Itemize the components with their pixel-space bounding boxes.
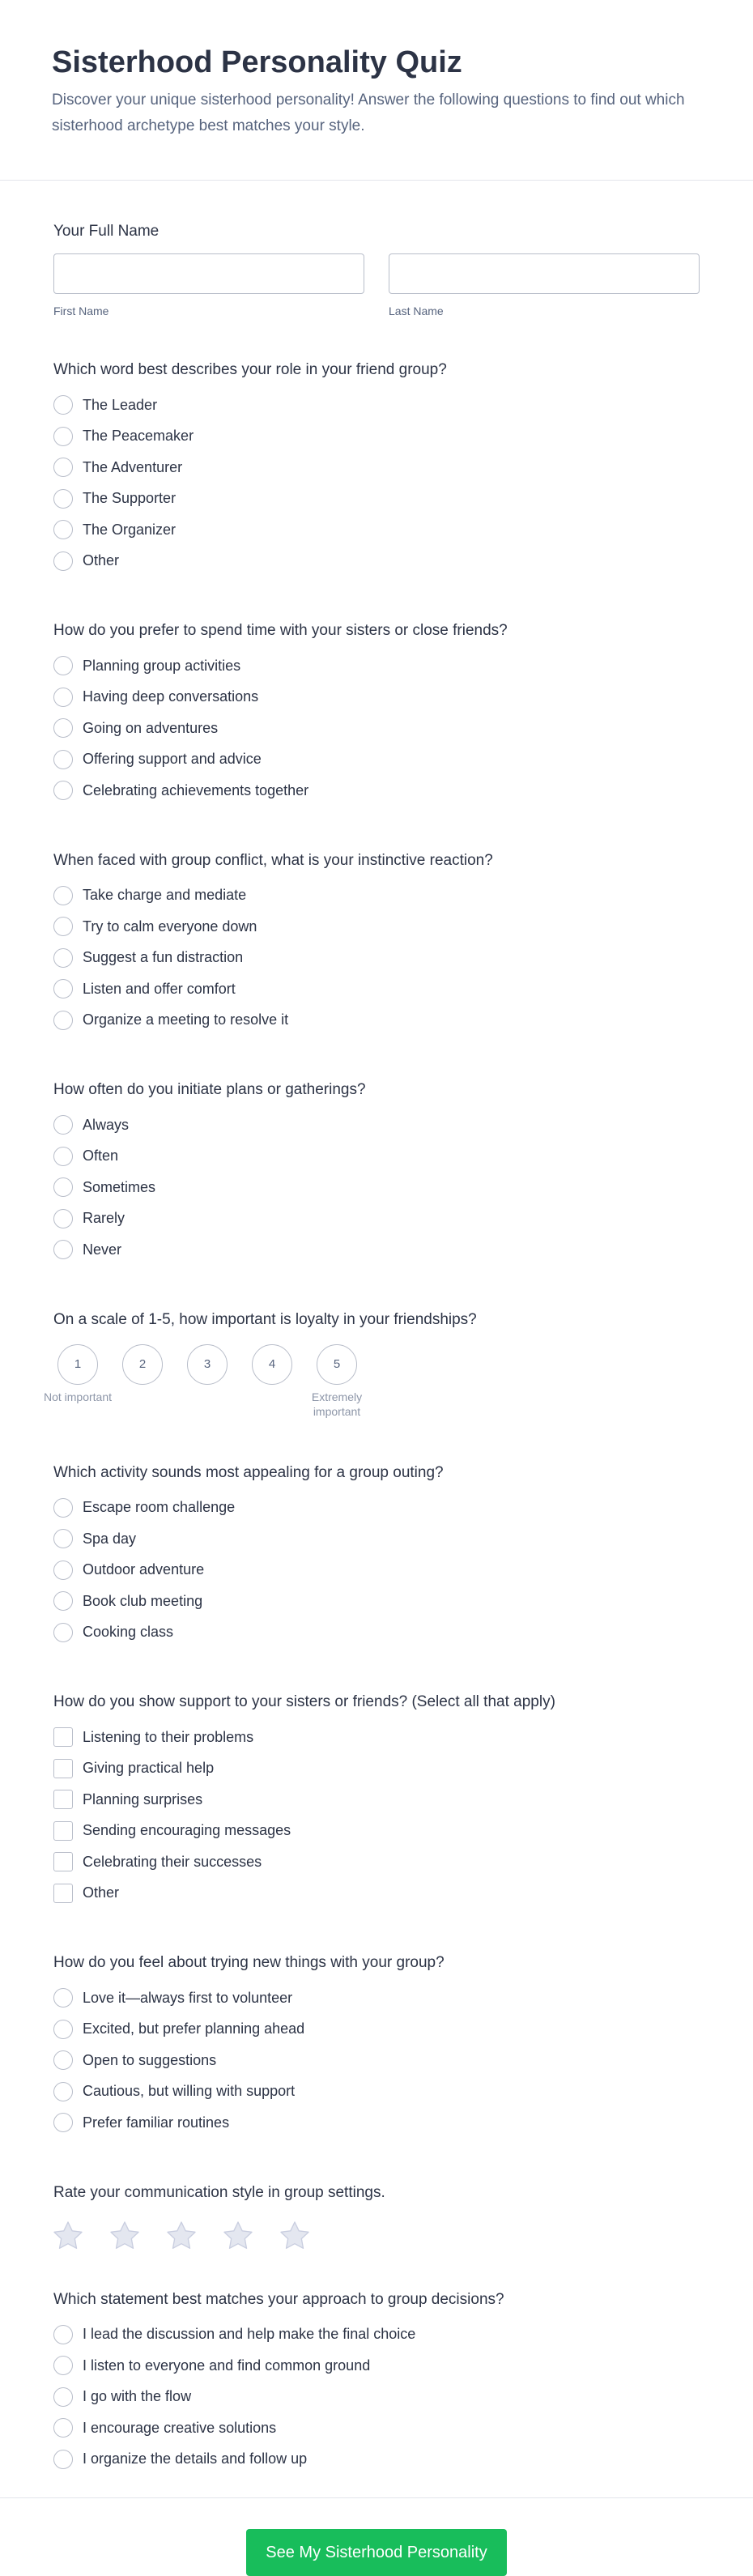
radio-button[interactable] [53,1988,73,2008]
radio-option[interactable] [53,2107,700,2139]
question-show-support [53,1692,700,1909]
options-list [53,880,700,1037]
radio-button[interactable] [53,1240,73,1259]
form-footer [0,2497,753,2576]
radio-button[interactable] [53,2020,73,2039]
question-new-things [53,1952,700,2139]
options-list [53,1722,700,1909]
radio-option[interactable] [53,744,700,776]
radio-button[interactable] [53,2387,73,2407]
radio-option[interactable] [53,2319,700,2351]
radio-option[interactable] [53,1492,700,1524]
radio-button[interactable] [53,886,73,905]
checkbox-option[interactable] [53,1784,700,1816]
option-label: Other [83,1884,120,1901]
option-label: Spa day [83,1530,137,1547]
option-label: Love it—always first to volunteer [83,1989,293,2006]
radio-option[interactable] [53,1141,700,1173]
checkbox[interactable] [53,1884,73,1903]
radio-option[interactable] [53,483,700,515]
star-icon[interactable] [52,2220,84,2252]
radio-option[interactable] [53,1617,700,1649]
radio-option[interactable] [53,1234,700,1266]
radio-button[interactable] [53,458,73,477]
question-group-decisions [53,2289,700,2476]
page-title: Sisterhood Personality Quiz [52,45,462,79]
option-label: Offering support and advice [83,751,262,768]
question-group-outing [53,1463,700,1649]
option-label: Celebrating their successes [83,1853,262,1870]
radio-button[interactable] [53,1529,73,1548]
option-label: Planning group activities [83,657,241,674]
checkbox-option[interactable] [53,1816,700,1847]
radio-option[interactable] [53,880,700,912]
full-name-label: Your Full Name [53,223,160,240]
question-title: Rate your communication style in group settings. [53,2183,385,2201]
radio-option[interactable] [53,1555,700,1586]
question-initiate-plans [53,1079,700,1266]
radio-option[interactable] [53,2382,700,2413]
radio-button[interactable] [53,718,73,738]
scale-option-4[interactable]: 4 [252,1344,292,1385]
option-label: Planning surprises [83,1790,203,1807]
radio-option[interactable] [53,1109,700,1141]
radio-option[interactable] [53,943,700,974]
options-list [53,1492,700,1649]
radio-button[interactable] [53,781,73,800]
radio-button[interactable] [53,1209,73,1228]
radio-option[interactable] [53,390,700,421]
option-label: I encourage creative solutions [83,2419,277,2436]
question-loyalty-scale [43,1309,700,1419]
checkbox[interactable] [53,1852,73,1871]
checkbox-option[interactable] [53,1878,700,1910]
radio-button[interactable] [53,489,73,509]
option-label: Listen and offer comfort [83,980,236,997]
option-label: I go with the flow [83,2388,192,2405]
radio-option[interactable] [53,911,700,943]
radio-option[interactable] [53,514,700,546]
option-label: Cooking class [83,1624,174,1641]
radio-option[interactable] [53,2350,700,2382]
scale-item-2 [110,1344,175,1419]
radio-button[interactable] [53,2450,73,2469]
radio-option[interactable] [53,682,700,713]
option-label: I listen to everyone and find common ground [83,2357,371,2374]
name-inputs-row [53,253,700,317]
scale-option-5[interactable]: 5 [317,1344,357,1385]
option-label: Often [83,1147,119,1165]
question-title: How often do you initiate plans or gatherings? [53,1081,366,1098]
radio-button[interactable] [53,2082,73,2101]
radio-button[interactable] [53,688,73,707]
radio-button[interactable] [53,1115,73,1135]
options-list [53,650,700,807]
option-label: The Peacemaker [83,428,194,445]
scale-item-1 [43,1344,113,1419]
radio-option[interactable] [53,650,700,682]
radio-button[interactable] [53,2356,73,2375]
radio-button[interactable] [53,917,73,936]
first-name-sublabel: First Name [53,304,109,317]
option-label: Sometimes [83,1178,156,1195]
scale-high-label: Extremely important [311,1390,363,1418]
question-title: Which activity sounds most appealing for a group outing? [53,1463,444,1481]
option-label: I lead the discussion and help make the final choice [83,2326,416,2343]
radio-option[interactable] [53,1172,700,1203]
radio-button[interactable] [53,1147,73,1166]
option-label: Sending encouraging messages [83,1822,291,1839]
quiz-form [0,181,753,2475]
radio-option[interactable] [53,2076,700,2108]
option-label: Cautious, but willing with support [83,2083,296,2100]
question-title: Which statement best matches your approach to group decisions? [53,2290,504,2308]
option-label: Celebrating achievements together [83,781,309,798]
scale-item-5 [304,1344,369,1419]
radio-option[interactable] [53,973,700,1005]
option-label: Rarely [83,1210,126,1227]
radio-option[interactable] [53,2045,700,2076]
checkbox-option[interactable] [53,1753,700,1785]
star-icon[interactable] [222,2220,254,2252]
checkbox-option[interactable] [53,1722,700,1753]
question-title: Which word best describes your role in your friend group? [53,361,447,378]
star-icon[interactable] [279,2220,311,2252]
option-label: Always [83,1116,130,1133]
radio-button[interactable] [53,1498,73,1518]
submit-button[interactable]: See My Sisterhood Personality [246,2529,507,2576]
options-list [53,2319,700,2476]
question-title: How do you feel about trying new things with your group? [53,1954,445,1971]
star-icon[interactable] [165,2220,198,2252]
options-list [53,390,700,577]
option-label: Try to calm everyone down [83,918,257,935]
radio-button[interactable] [53,2113,73,2132]
radio-option[interactable] [53,546,700,577]
option-label: Never [83,1241,122,1258]
scale-rating [45,1344,700,1419]
radio-button[interactable] [53,2325,73,2344]
options-list [53,1109,700,1266]
radio-button[interactable] [53,656,73,675]
radio-option[interactable] [53,2412,700,2444]
radio-button[interactable] [53,1561,73,1580]
option-label: The Organizer [83,521,177,538]
option-label: Take charge and mediate [83,887,247,904]
question-conflict [53,850,700,1037]
radio-button[interactable] [53,750,73,769]
scale-option-3[interactable]: 3 [187,1344,228,1385]
radio-option[interactable] [53,1203,700,1235]
radio-button[interactable] [53,2050,73,2070]
option-label: Open to suggestions [83,2051,217,2068]
scale-low-label: Not important [43,1390,113,1403]
radio-option[interactable] [53,452,700,483]
radio-button[interactable] [53,520,73,539]
option-label: Giving practical help [83,1760,215,1777]
radio-button[interactable] [53,979,73,998]
radio-option[interactable] [53,2014,700,2046]
option-label: Prefer familiar routines [83,2114,230,2131]
question-communication-rating [53,2182,700,2252]
option-label: Having deep conversations [83,688,259,705]
scale-item-3 [175,1344,240,1419]
checkbox[interactable] [53,1790,73,1809]
scale-option-2[interactable]: 2 [122,1344,163,1385]
option-label: Excited, but prefer planning ahead [83,2020,305,2037]
last-name-sublabel: Last Name [389,304,444,317]
question-title: How do you show support to your sisters or friends? (Select all that apply) [53,1693,555,1710]
option-label: Suggest a fun distraction [83,949,244,966]
checkbox-option[interactable] [53,1846,700,1878]
last-name-column [389,253,700,317]
option-label: Book club meeting [83,1592,203,1609]
radio-button[interactable] [53,1623,73,1642]
question-role [53,360,700,577]
radio-button[interactable] [53,2418,73,2438]
scale-option-1[interactable]: 1 [57,1344,98,1385]
option-label: The Leader [83,396,158,413]
radio-option[interactable] [53,775,700,807]
radio-option[interactable] [53,1586,700,1617]
option-label: Listening to their problems [83,1728,254,1745]
checkbox[interactable] [53,1821,73,1841]
radio-option[interactable] [53,1005,700,1037]
option-label: Outdoor adventure [83,1561,205,1578]
radio-button[interactable] [53,1011,73,1030]
full-name-field [53,221,700,317]
radio-option[interactable] [53,2444,700,2476]
option-label: I organize the details and follow up [83,2450,308,2467]
option-label: Organize a meeting to resolve it [83,1011,289,1028]
radio-button[interactable] [53,427,73,446]
radio-button[interactable] [53,1591,73,1611]
page-description: Discover your unique sisterhood personality! Answer the following questions to find out which sisterhood archetype best matches your style. [52,92,685,134]
checkbox[interactable] [53,1727,73,1747]
radio-button[interactable] [53,948,73,968]
option-label: Escape room challenge [83,1499,236,1516]
radio-option[interactable] [53,1982,700,2014]
first-name-column [53,253,364,317]
first-name-input[interactable] [53,253,364,294]
radio-option[interactable] [53,713,700,744]
option-label: The Adventurer [83,458,183,475]
last-name-input[interactable] [389,253,700,294]
radio-option[interactable] [53,1523,700,1555]
option-label: The Supporter [83,490,177,507]
options-list [53,1982,700,2139]
checkbox[interactable] [53,1759,73,1778]
radio-option[interactable] [53,421,700,453]
radio-button[interactable] [53,395,73,415]
question-spend-time [53,620,700,807]
question-title: When faced with group conflict, what is your instinctive reaction? [53,851,493,869]
radio-button[interactable] [53,551,73,571]
option-label: Going on adventures [83,719,219,736]
radio-button[interactable] [53,1177,73,1197]
question-title: How do you prefer to spend time with your sisters or close friends? [53,622,508,639]
question-title: On a scale of 1-5, how important is loyalty in your friendships? [53,1310,477,1328]
form-header [0,0,753,181]
star-rating [52,2220,700,2252]
star-icon[interactable] [108,2220,141,2252]
option-label: Other [83,552,120,569]
